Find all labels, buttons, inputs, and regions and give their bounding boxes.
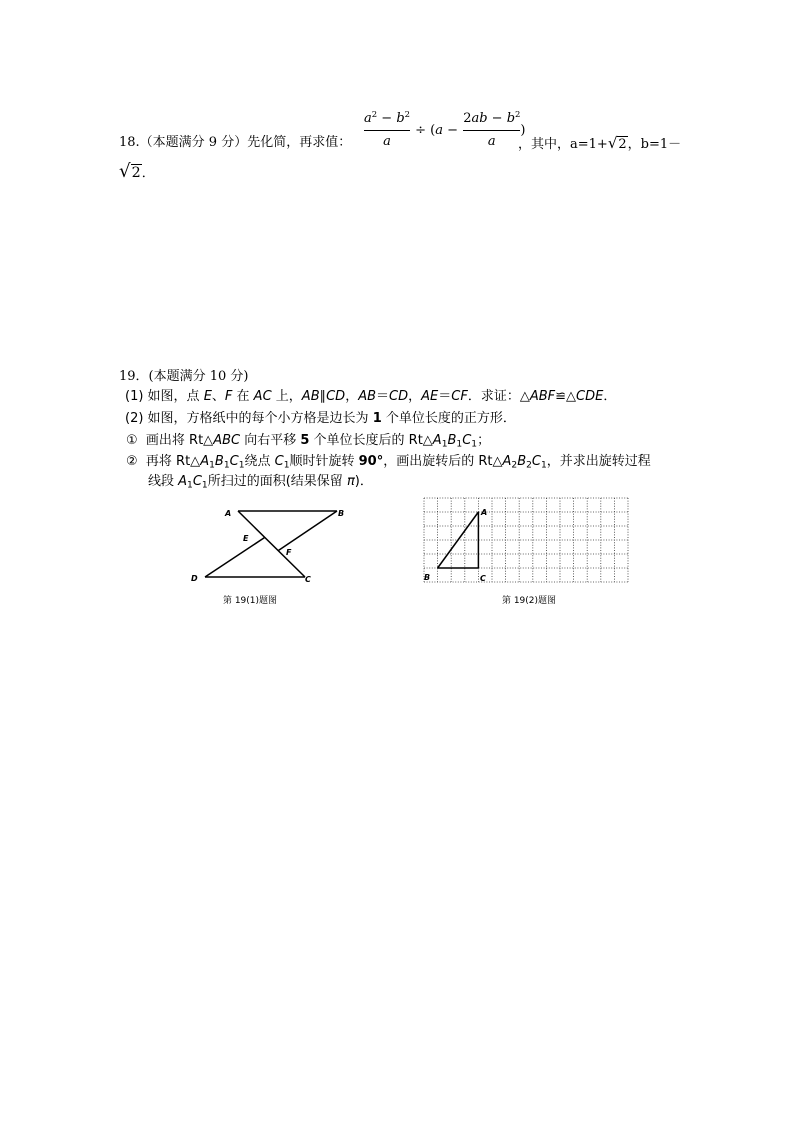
text-run: 向右平移: [240, 433, 301, 448]
q19-step1: [126, 432, 490, 450]
q19-part2: [125, 410, 516, 428]
fraction-1-bar: [364, 130, 410, 131]
subscript: 2: [511, 460, 518, 471]
text-run: 上，: [271, 389, 302, 404]
label-B: B: [338, 509, 345, 518]
fraction-2-numerator: [463, 108, 521, 127]
math-variable: A: [178, 474, 188, 489]
math-variable: CF: [451, 389, 468, 404]
fraction-1: [364, 108, 411, 150]
q18-condition-continued: [119, 163, 155, 183]
subscript: 1: [471, 439, 478, 450]
text-run: ＝: [438, 389, 452, 404]
text-run: ): [520, 123, 526, 138]
segment-DE: [205, 537, 265, 577]
text-run: ．求证：△: [467, 389, 530, 404]
math-variable: A: [432, 433, 442, 448]
math-variable: AC: [253, 389, 272, 404]
subscript: 2: [526, 460, 532, 471]
text-run: ，画出旋转后的 Rt△: [383, 454, 503, 469]
text-run: ．: [141, 166, 155, 181]
math-variable: a: [364, 111, 372, 126]
text-run: 18.（本题满分 9 分）先化简，再求值：: [119, 135, 352, 150]
text-run: ② 再将 Rt△: [126, 454, 201, 469]
text-run: ÷ (: [411, 123, 436, 138]
math-variable: AE: [421, 389, 439, 404]
math-variable: C: [192, 474, 202, 489]
subscript: 1: [283, 460, 290, 471]
text-run: 个单位长度的正方形．: [381, 411, 516, 426]
q18-expression: [364, 108, 526, 150]
text-run: 在: [232, 389, 254, 404]
radical-sign: √: [119, 161, 131, 182]
superscript: 2: [371, 108, 378, 119]
math-variable: CD: [326, 389, 346, 404]
math-variable: C: [274, 454, 284, 469]
text-run: ；: [477, 433, 491, 448]
math-variable: C: [229, 454, 239, 469]
fraction-2: [463, 108, 521, 150]
subscript: 1: [238, 460, 245, 471]
label-A: A: [481, 508, 488, 517]
text-run: (1) 如图，点: [125, 389, 204, 404]
text-run: ．: [603, 389, 617, 404]
figure-19-1: [185, 500, 355, 590]
text-run: ∥: [319, 389, 327, 404]
math-variable: ABC: [213, 433, 241, 448]
label-B: B: [424, 573, 431, 582]
math-variable: a: [487, 134, 496, 149]
text-run: 顺时针旋转: [289, 454, 359, 469]
triangle-side-AB: [438, 512, 479, 568]
math-variable: CD: [389, 389, 409, 404]
text-run: (2) 如图，方格纸中的每个小方格是边长为: [125, 411, 373, 426]
q19-title: [119, 368, 249, 386]
subscript: 1: [541, 460, 547, 471]
math-variable: C: [462, 433, 472, 448]
q19-part1: [125, 388, 616, 406]
math-variable: AB: [358, 389, 377, 404]
subscript: 1: [187, 480, 193, 491]
label-E: E: [243, 534, 249, 543]
label-C: C: [305, 575, 311, 584]
fraction-1-denominator: [383, 134, 391, 150]
text-run: ，: [345, 389, 359, 404]
q19-step2: [126, 453, 651, 471]
text-run: ，其中，a=1+: [518, 137, 608, 152]
text-run: ① 画出将 Rt△: [126, 433, 214, 448]
figure-19-2: [418, 494, 634, 588]
subscript: 1: [201, 480, 208, 491]
segment-AC: [238, 511, 305, 577]
math-variable: ABF: [529, 389, 556, 404]
text-run: ，并求出旋转过程: [546, 454, 651, 469]
text-run: 绕点: [244, 454, 275, 469]
text-run: −: [377, 111, 397, 126]
text-run: 2: [463, 111, 472, 126]
math-variable: b: [506, 111, 516, 126]
radicand: 2: [618, 137, 627, 152]
math-variable: a: [383, 134, 391, 149]
subscript: 1: [223, 460, 230, 471]
math-variable: ab: [471, 111, 488, 126]
math-variable: A: [200, 454, 210, 469]
text-run: 个单位长度后的 Rt△: [309, 433, 433, 448]
text-run: ≌△: [555, 389, 577, 404]
segment-BF: [278, 511, 337, 551]
radical-sign: √: [607, 134, 618, 152]
math-variable: A: [502, 454, 512, 469]
q19-step2-continued: [148, 473, 373, 491]
text-run: −: [443, 123, 463, 138]
radicand: 2: [131, 165, 141, 181]
superscript: 2: [515, 108, 521, 119]
text-run: ＝: [376, 389, 390, 404]
bold-number: 90°: [358, 454, 384, 469]
label-C: C: [480, 574, 486, 583]
bold-number: 5: [300, 433, 310, 448]
text-run: 19．(本题满分 10 分): [119, 369, 249, 384]
q18-condition: [518, 134, 681, 154]
figure-19-2-caption: 第 19(2)题图: [501, 596, 557, 606]
math-variable: CDE: [576, 389, 604, 404]
math-variable: E: [203, 389, 212, 404]
superscript: 2: [404, 108, 411, 119]
text-run: 、: [211, 389, 225, 404]
divide-open-paren: [411, 123, 462, 138]
fraction-2-denominator: [488, 134, 496, 150]
fraction-2-bar: [463, 130, 520, 131]
math-variable: C: [531, 454, 541, 469]
label-D: D: [191, 574, 198, 583]
math-variable: B: [517, 454, 527, 469]
text-run: 线段: [148, 474, 179, 489]
bold-number: 1: [372, 411, 382, 426]
q18-lead: [119, 134, 351, 152]
math-variable: B: [447, 433, 457, 448]
math-variable: b: [396, 111, 405, 126]
math-variable: a: [435, 123, 444, 138]
label-A: A: [225, 509, 232, 518]
grid: [424, 498, 628, 582]
text-run: −: [487, 111, 507, 126]
math-variable: B: [214, 454, 224, 469]
figure-19-1-caption: 第 19(1)题图: [222, 596, 278, 606]
text-run: ，b=1－: [627, 137, 682, 152]
math-variable: AB: [301, 389, 320, 404]
math-variable: π: [346, 474, 355, 489]
subscript: 1: [209, 460, 215, 471]
text-run: )．: [354, 474, 373, 489]
subscript: 1: [441, 439, 448, 450]
text-run: ，: [408, 389, 422, 404]
fraction-1-numerator: [364, 108, 411, 127]
text-run: 所扫过的面积(结果保留: [207, 474, 347, 489]
math-variable: F: [224, 389, 233, 404]
label-F: F: [286, 548, 292, 557]
subscript: 1: [456, 439, 463, 450]
